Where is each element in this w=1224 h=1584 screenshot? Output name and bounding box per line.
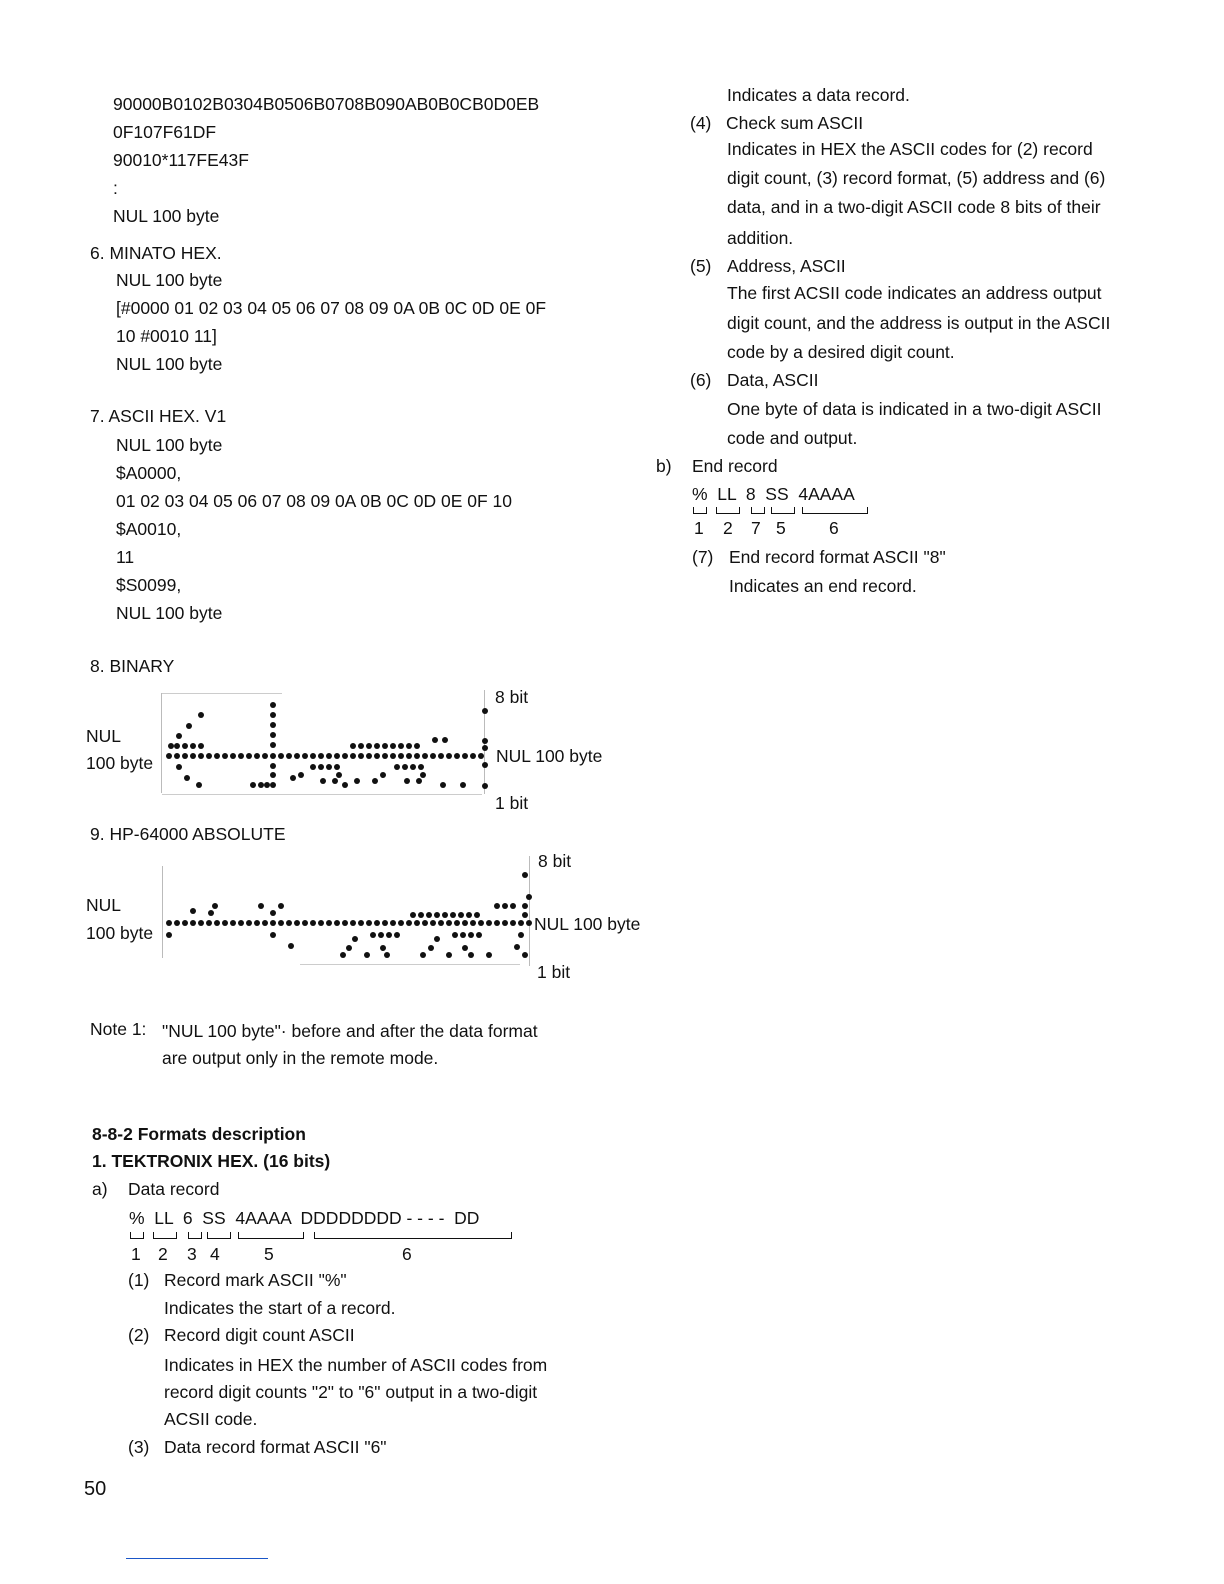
bit-dot bbox=[482, 738, 488, 744]
hex-line: NUL 100 byte bbox=[113, 206, 220, 226]
bit-dot bbox=[394, 932, 400, 938]
note-label: Note 1: bbox=[90, 1019, 147, 1039]
bit-dot bbox=[398, 743, 404, 749]
bit-dot bbox=[468, 952, 474, 958]
bit-dot bbox=[174, 743, 180, 749]
bit-dot bbox=[294, 920, 300, 926]
bit-dot bbox=[166, 932, 172, 938]
item-desc: data, and in a two-digit ASCII code 8 bits of their bbox=[727, 197, 1101, 217]
bit-dot bbox=[414, 920, 420, 926]
bit-dot bbox=[184, 775, 190, 781]
bit-dot bbox=[394, 764, 400, 770]
bit-dot bbox=[206, 753, 212, 759]
bit-dot bbox=[270, 742, 276, 748]
bit-dot bbox=[422, 753, 428, 759]
bit-dot bbox=[238, 753, 244, 759]
bit-dot bbox=[370, 932, 376, 938]
hex-line: 0F107F61DF bbox=[113, 122, 217, 142]
bit-dot bbox=[358, 753, 364, 759]
bit-dot bbox=[310, 920, 316, 926]
binary-top-rule bbox=[162, 693, 282, 694]
bit-dot bbox=[288, 943, 294, 949]
section-subtitle: 1. TEKTRONIX HEX. (16 bits) bbox=[92, 1151, 331, 1171]
bit-dot bbox=[318, 753, 324, 759]
item-number: (2) bbox=[128, 1325, 150, 1345]
item-desc: One byte of data is indicated in a two-digit ASCII bbox=[727, 399, 1102, 419]
item-number: (7) bbox=[692, 547, 714, 567]
bit-dot bbox=[290, 775, 296, 781]
bit-dot bbox=[342, 782, 348, 788]
field-bracket bbox=[802, 507, 868, 514]
item6-line: NUL 100 byte bbox=[116, 354, 223, 374]
bit-dot bbox=[270, 732, 276, 738]
bit-dot bbox=[176, 764, 182, 770]
data-record-format: % LL 6 SS 4AAAA DDDDDDDD - - - - DD bbox=[129, 1208, 480, 1228]
item-title: End record format ASCII "8" bbox=[729, 547, 946, 567]
item-number: (5) bbox=[690, 256, 712, 276]
bit-dot bbox=[420, 952, 426, 958]
bit-dot bbox=[310, 764, 316, 770]
hp-8bit-label: 8 bit bbox=[538, 851, 572, 871]
bit-dot bbox=[336, 772, 342, 778]
bit-dot bbox=[318, 764, 324, 770]
bit-dot bbox=[310, 753, 316, 759]
item7-line: $A0010, bbox=[116, 519, 182, 539]
bit-dot bbox=[190, 743, 196, 749]
item8-heading: 8. BINARY bbox=[90, 656, 175, 676]
bit-dot bbox=[526, 894, 532, 900]
bit-dot bbox=[270, 763, 276, 769]
bit-dot bbox=[494, 903, 500, 909]
item-number: (3) bbox=[128, 1437, 150, 1457]
bit-dot bbox=[462, 945, 468, 951]
bit-dot bbox=[406, 743, 412, 749]
item-desc: ACSII code. bbox=[164, 1409, 258, 1429]
field-bracket bbox=[207, 1232, 231, 1239]
bit-dot bbox=[410, 912, 416, 918]
bit-dot bbox=[468, 932, 474, 938]
section-title: 8-8-2 Formats description bbox=[92, 1124, 306, 1144]
binary-1bit-label: 1 bit bbox=[495, 793, 529, 813]
bit-dot bbox=[302, 920, 308, 926]
bit-dot bbox=[474, 912, 480, 918]
bit-dot bbox=[442, 737, 448, 743]
bit-dot bbox=[190, 753, 196, 759]
bit-dot bbox=[482, 708, 488, 714]
item7-line: $S0099, bbox=[116, 575, 182, 595]
bit-dot bbox=[278, 920, 284, 926]
bit-dot bbox=[372, 778, 378, 784]
bit-dot bbox=[352, 936, 358, 942]
bit-dot bbox=[270, 910, 276, 916]
hex-record-block bbox=[113, 90, 539, 230]
bit-dot bbox=[176, 733, 182, 739]
bit-dot bbox=[286, 753, 292, 759]
bit-dot bbox=[522, 912, 528, 918]
bit-dot bbox=[414, 743, 420, 749]
bit-dot bbox=[374, 753, 380, 759]
field-bracket bbox=[693, 507, 707, 514]
bit-dot bbox=[522, 952, 528, 958]
bit-dot bbox=[454, 753, 460, 759]
data-record-title: Data record bbox=[128, 1179, 220, 1199]
bit-dot bbox=[270, 722, 276, 728]
bit-dot bbox=[278, 903, 284, 909]
item-desc: The first ACSII code indicates an address output bbox=[727, 283, 1102, 303]
field-number: 6 bbox=[402, 1244, 412, 1264]
bit-dot bbox=[476, 932, 482, 938]
bit-dot bbox=[190, 908, 196, 914]
bit-dot bbox=[406, 753, 412, 759]
field-number: 4 bbox=[210, 1244, 220, 1264]
bit-dot bbox=[482, 762, 488, 768]
bit-dot bbox=[416, 778, 422, 784]
item-number: (1) bbox=[128, 1270, 150, 1290]
bit-dot bbox=[486, 952, 492, 958]
field-number: 5 bbox=[776, 518, 786, 538]
item7-line: $A0000, bbox=[116, 463, 182, 483]
item-desc: Indicates in HEX the ASCII codes for (2) record bbox=[727, 139, 1093, 159]
bit-dot bbox=[462, 920, 468, 926]
binary-nul-right-label: NUL 100 byte bbox=[496, 746, 603, 766]
bit-dot bbox=[302, 753, 308, 759]
hex-line: 90010*117FE43F bbox=[113, 150, 249, 170]
field-bracket bbox=[314, 1232, 512, 1239]
bit-dot bbox=[454, 920, 460, 926]
bit-dot bbox=[422, 920, 428, 926]
bit-dot bbox=[166, 753, 172, 759]
bit-dot bbox=[466, 912, 472, 918]
field-bracket bbox=[188, 1232, 202, 1239]
bit-dot bbox=[438, 753, 444, 759]
bit-dot bbox=[342, 753, 348, 759]
bit-dot bbox=[198, 712, 204, 718]
end-record-label: b) bbox=[656, 456, 672, 476]
bit-dot bbox=[482, 783, 488, 789]
bit-dot bbox=[208, 910, 214, 916]
bit-dot bbox=[190, 920, 196, 926]
field-bracket bbox=[153, 1232, 177, 1239]
field-number: 7 bbox=[751, 518, 761, 538]
bit-dot bbox=[446, 920, 452, 926]
bit-dot bbox=[380, 772, 386, 778]
note-line1: "NUL 100 byte"· before and after the data format bbox=[162, 1021, 538, 1041]
bit-dot bbox=[270, 702, 276, 708]
bit-dot bbox=[518, 920, 524, 926]
bit-dot bbox=[434, 912, 440, 918]
hex-line: 90000B0102B0304B0506B0708B090AB0B0CB0D0EB bbox=[113, 94, 540, 114]
binary-nul-label: NUL bbox=[86, 726, 122, 746]
item-desc: Indicates the start of a record. bbox=[164, 1298, 396, 1318]
field-bracket bbox=[771, 507, 795, 514]
item6-line: [#0000 01 02 03 04 05 06 07 08 09 0A 0B 0C 0D 0E 0F bbox=[116, 298, 547, 318]
bit-dot bbox=[262, 753, 268, 759]
field-number: 2 bbox=[158, 1244, 168, 1264]
bit-dot bbox=[382, 743, 388, 749]
bit-dot bbox=[460, 932, 466, 938]
bit-dot bbox=[366, 920, 372, 926]
bit-dot bbox=[332, 778, 338, 784]
bit-dot bbox=[514, 944, 520, 950]
bit-dot bbox=[334, 753, 340, 759]
bit-dot bbox=[350, 743, 356, 749]
bit-dot bbox=[390, 743, 396, 749]
bit-dot bbox=[264, 782, 270, 788]
bit-dot bbox=[432, 737, 438, 743]
bit-dot bbox=[398, 920, 404, 926]
hp-1bit-label: 1 bit bbox=[537, 962, 571, 982]
bit-dot bbox=[230, 920, 236, 926]
bit-dot bbox=[358, 743, 364, 749]
bit-dot bbox=[270, 753, 276, 759]
bit-dot bbox=[334, 764, 340, 770]
footer-rule bbox=[126, 1558, 268, 1559]
bit-dot bbox=[262, 920, 268, 926]
bit-dot bbox=[518, 932, 524, 938]
bit-dot bbox=[206, 920, 212, 926]
bit-dot bbox=[374, 920, 380, 926]
bit-dot bbox=[404, 778, 410, 784]
binary-left-bracket bbox=[161, 693, 162, 793]
bit-dot bbox=[460, 782, 466, 788]
item-desc: digit count, and the address is output in the ASCII bbox=[727, 313, 1111, 333]
item-desc: code and output. bbox=[727, 428, 858, 448]
item7-lines bbox=[116, 431, 512, 627]
field-number: 1 bbox=[131, 1244, 141, 1264]
bit-dot bbox=[522, 872, 528, 878]
bit-dot bbox=[364, 952, 370, 958]
bit-dot bbox=[366, 743, 372, 749]
item6-line: 10 #0010 11] bbox=[116, 326, 217, 346]
bit-dot bbox=[326, 764, 332, 770]
bit-dot bbox=[246, 920, 252, 926]
item-title: Data, ASCII bbox=[727, 370, 819, 390]
bit-dot bbox=[418, 912, 424, 918]
bit-dot bbox=[326, 920, 332, 926]
item7-line: 01 02 03 04 05 06 07 08 09 0A 0B 0C 0D 0E 0F 10 bbox=[116, 491, 512, 511]
bit-dot bbox=[418, 764, 424, 770]
field-number: 2 bbox=[723, 518, 733, 538]
field-number: 5 bbox=[264, 1244, 274, 1264]
bit-dot bbox=[398, 753, 404, 759]
bit-dot bbox=[470, 920, 476, 926]
bit-dot bbox=[522, 903, 528, 909]
bit-dot bbox=[374, 743, 380, 749]
bit-dot bbox=[440, 782, 446, 788]
bit-dot bbox=[254, 753, 260, 759]
item-desc: code by a desired digit count. bbox=[727, 342, 955, 362]
bit-dot bbox=[326, 753, 332, 759]
item6-line: NUL 100 byte bbox=[116, 270, 223, 290]
bit-dot bbox=[270, 920, 276, 926]
bit-dot bbox=[182, 743, 188, 749]
bit-dot bbox=[382, 920, 388, 926]
hp-nul-right-label: NUL 100 byte bbox=[534, 914, 641, 934]
binary-nul-count-label: 100 byte bbox=[86, 753, 154, 773]
item-desc: record digit counts "2" to "6" output in a two-digit bbox=[164, 1382, 538, 1402]
bit-dot bbox=[334, 920, 340, 926]
bit-dot bbox=[198, 753, 204, 759]
bit-dot bbox=[462, 753, 468, 759]
page-number: 50 bbox=[84, 1478, 107, 1500]
hp-left-tick bbox=[162, 866, 163, 958]
hp-nul-count-label: 100 byte bbox=[86, 923, 154, 943]
bit-dot bbox=[166, 920, 172, 926]
bit-dot bbox=[318, 920, 324, 926]
bit-dot bbox=[186, 723, 192, 729]
bit-dot bbox=[350, 753, 356, 759]
bit-dot bbox=[214, 753, 220, 759]
bit-dot bbox=[384, 952, 390, 958]
hp-right-bracket bbox=[529, 856, 530, 966]
bit-dot bbox=[452, 932, 458, 938]
bit-dot bbox=[428, 945, 434, 951]
bit-dot bbox=[198, 743, 204, 749]
bit-dot bbox=[196, 782, 202, 788]
item6-heading: 6. MINATO HEX. bbox=[90, 243, 222, 263]
item-desc: addition. bbox=[727, 228, 794, 248]
hex-line: : bbox=[113, 178, 118, 198]
end-record-title: End record bbox=[692, 456, 778, 476]
bit-dot bbox=[510, 903, 516, 909]
bit-dot bbox=[212, 903, 218, 909]
bit-dot bbox=[270, 782, 276, 788]
bit-dot bbox=[246, 753, 252, 759]
field-number: 3 bbox=[187, 1244, 197, 1264]
bit-dot bbox=[430, 920, 436, 926]
bit-dot bbox=[386, 932, 392, 938]
bit-dot bbox=[198, 920, 204, 926]
bit-dot bbox=[410, 764, 416, 770]
bit-dot bbox=[366, 753, 372, 759]
bit-dot bbox=[430, 753, 436, 759]
item-desc: Indicates in HEX the number of ASCII codes from bbox=[164, 1355, 548, 1375]
item7-line: 11 bbox=[116, 547, 135, 567]
item-number: (6) bbox=[690, 370, 712, 390]
item7-line: NUL 100 byte bbox=[116, 603, 223, 623]
bit-dot bbox=[470, 753, 476, 759]
bit-dot bbox=[442, 912, 448, 918]
field-bracket bbox=[751, 507, 765, 514]
bit-dot bbox=[230, 753, 236, 759]
bit-dot bbox=[214, 920, 220, 926]
bit-dot bbox=[298, 772, 304, 778]
field-bracket bbox=[130, 1232, 144, 1239]
bit-dot bbox=[254, 920, 260, 926]
bit-dot bbox=[378, 932, 384, 938]
field-number: 1 bbox=[694, 518, 704, 538]
bit-dot bbox=[286, 920, 292, 926]
bit-dot bbox=[434, 936, 440, 942]
bit-dot bbox=[414, 753, 420, 759]
item-title: Check sum ASCII bbox=[726, 113, 864, 133]
field-bracket bbox=[238, 1232, 304, 1239]
bit-dot bbox=[358, 920, 364, 926]
item-title: Record mark ASCII "%" bbox=[164, 1270, 347, 1290]
bit-dot bbox=[340, 952, 346, 958]
item-title: Data record format ASCII "6" bbox=[164, 1437, 387, 1457]
bit-dot bbox=[390, 920, 396, 926]
bit-dot bbox=[182, 920, 188, 926]
item7-line: NUL 100 byte bbox=[116, 435, 223, 455]
bit-dot bbox=[320, 778, 326, 784]
bit-dot bbox=[258, 903, 264, 909]
item-desc: Indicates an end record. bbox=[729, 576, 917, 596]
bit-dot bbox=[270, 932, 276, 938]
bit-dot bbox=[342, 920, 348, 926]
data-record-label: a) bbox=[92, 1179, 108, 1199]
hp-bottom-rule bbox=[300, 964, 520, 965]
item6-lines bbox=[116, 266, 546, 378]
bit-dot bbox=[182, 753, 188, 759]
bit-dot bbox=[502, 920, 508, 926]
bit-dot bbox=[420, 772, 426, 778]
binary-8bit-label: 8 bit bbox=[495, 687, 529, 707]
bit-dot bbox=[174, 753, 180, 759]
item-desc: digit count, (3) record format, (5) address and (6) bbox=[727, 168, 1106, 188]
bit-dot bbox=[238, 920, 244, 926]
bit-dot bbox=[222, 753, 228, 759]
bit-dot bbox=[426, 912, 432, 918]
bit-dot bbox=[446, 753, 452, 759]
bit-dot bbox=[250, 782, 256, 788]
bit-dot bbox=[350, 920, 356, 926]
bit-dot bbox=[494, 920, 500, 926]
bit-dot bbox=[482, 745, 488, 751]
bit-dot bbox=[402, 764, 408, 770]
bit-dot bbox=[510, 920, 516, 926]
bit-dot bbox=[270, 772, 276, 778]
bit-dot bbox=[478, 920, 484, 926]
field-number: 6 bbox=[829, 518, 839, 538]
bit-dot bbox=[382, 753, 388, 759]
item-number: (4) bbox=[690, 113, 712, 133]
bit-dot bbox=[450, 912, 456, 918]
bit-dot bbox=[438, 920, 444, 926]
bit-dot bbox=[354, 778, 360, 784]
item-title: Address, ASCII bbox=[727, 256, 846, 276]
bit-dot bbox=[294, 753, 300, 759]
bit-dot bbox=[380, 945, 386, 951]
item7-heading: 7. ASCII HEX. V1 bbox=[90, 406, 227, 426]
end-record-format: % LL 8 SS 4AAAA bbox=[692, 484, 855, 504]
bit-dot bbox=[502, 903, 508, 909]
binary-bottom-rule bbox=[162, 794, 482, 795]
item9-heading: 9. HP-64000 ABSOLUTE bbox=[90, 824, 286, 844]
bit-dot bbox=[458, 912, 464, 918]
bit-dot bbox=[478, 753, 484, 759]
item-title: Record digit count ASCII bbox=[164, 1325, 355, 1345]
right-top-line: Indicates a data record. bbox=[727, 85, 910, 105]
hp-nul-label: NUL bbox=[86, 895, 122, 915]
bit-dot bbox=[446, 952, 452, 958]
note-line2: are output only in the remote mode. bbox=[162, 1048, 439, 1068]
bit-dot bbox=[390, 753, 396, 759]
field-bracket bbox=[716, 507, 740, 514]
bit-dot bbox=[486, 920, 492, 926]
bit-dot bbox=[406, 920, 412, 926]
bit-dot bbox=[278, 753, 284, 759]
bit-dot bbox=[346, 945, 352, 951]
bit-dot bbox=[526, 920, 532, 926]
bit-dot bbox=[174, 920, 180, 926]
bit-dot bbox=[270, 712, 276, 718]
bit-dot bbox=[222, 920, 228, 926]
